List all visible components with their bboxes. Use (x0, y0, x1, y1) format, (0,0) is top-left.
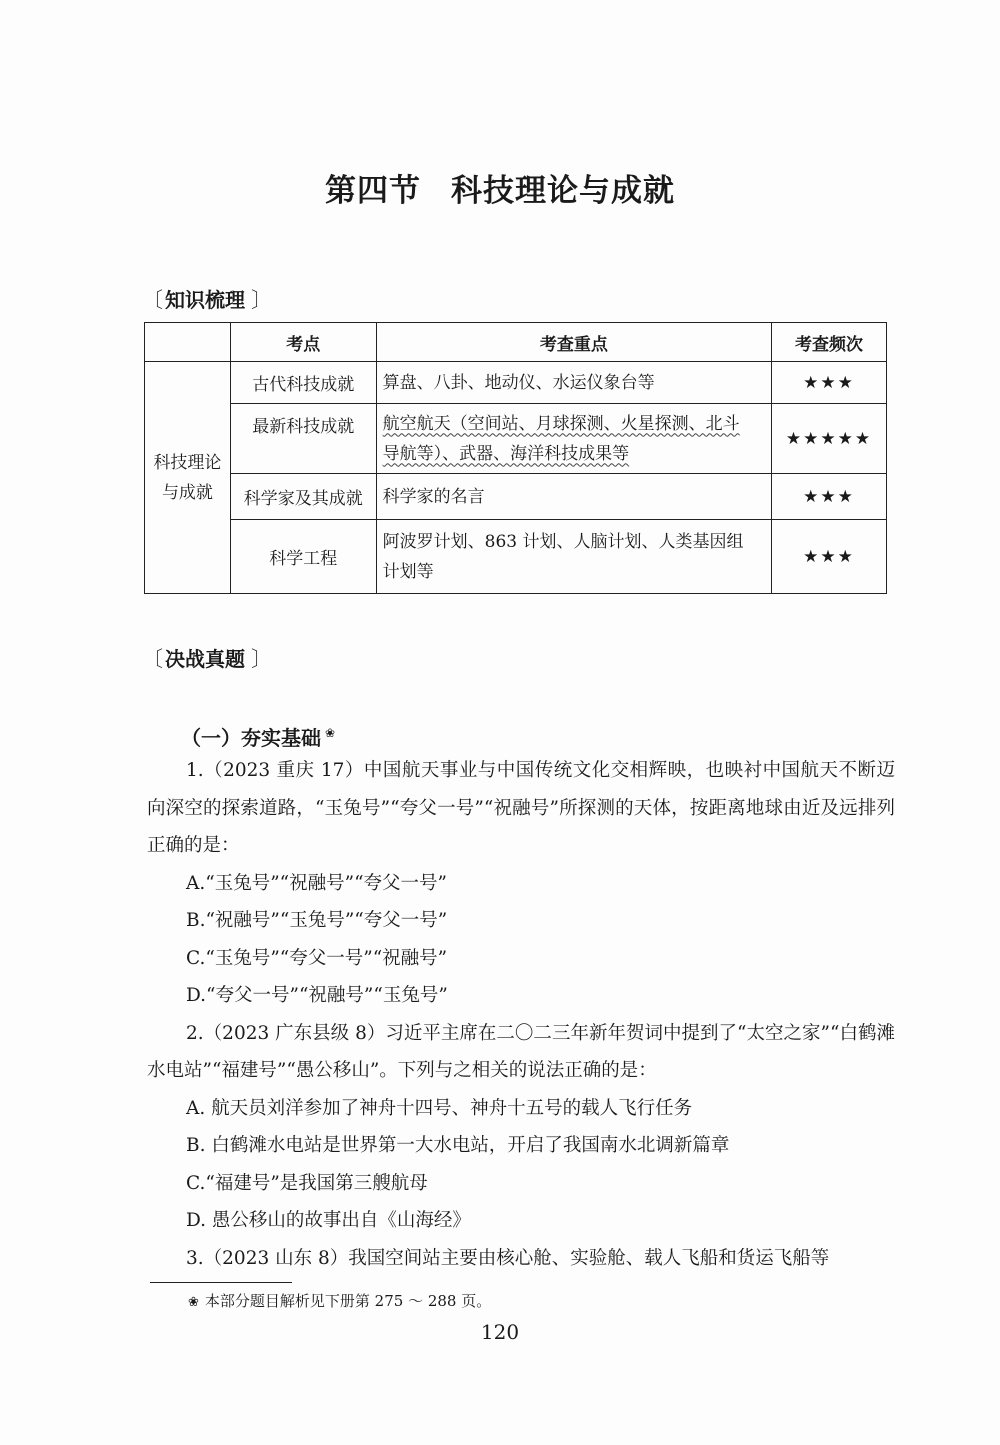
table-header-empty (145, 323, 231, 362)
table-row (145, 474, 887, 520)
question-2 (147, 1015, 895, 1240)
question-line: 球由近及远排列正确的是： (147, 797, 895, 856)
table-row (145, 362, 887, 404)
focus-line: 计划等 (382, 561, 434, 582)
focus-cell (376, 404, 771, 474)
topic-cell: 科学工程 (230, 520, 376, 594)
sub-heading (181, 722, 335, 751)
footnote (188, 1290, 491, 1311)
question-1 (147, 752, 895, 1015)
table-header-row (145, 323, 887, 362)
bracket-right: 〕 (251, 647, 272, 671)
focus-line: 航空航天（空间站、月球探测、火星探测、北斗 (382, 413, 740, 434)
focus-cell (376, 520, 771, 594)
bracket-left: 〔 (142, 288, 163, 312)
question-text (147, 752, 895, 865)
category-line: 科技理论 (153, 452, 222, 473)
table-row (145, 404, 887, 474)
table-header: 考查频次 (772, 323, 887, 362)
title-part-topic: 科技理论与成就 (451, 173, 675, 209)
focus-cell (376, 474, 771, 520)
exam-heading-text: 决战真题 (165, 647, 245, 671)
question-line: 2.（2023 广东县级 8）习近平主席在二〇二三年新年贺词中提到了“太空之 (186, 1022, 803, 1044)
table-row (145, 520, 887, 594)
question-text (147, 1015, 895, 1090)
question-line: 断迈向深空的探索道路，“玉兔号”“夸父一号”“祝融号”所探测的天体，按距离地 (147, 760, 895, 819)
exam-heading (142, 643, 272, 673)
sub-heading-text: （一）夯实基础 (181, 726, 321, 750)
option-c: C.“福建号”是我国第三艘航母 (186, 1172, 428, 1194)
topic-cell: 科学家及其成就 (230, 474, 376, 520)
option-b: B. 白鹤滩水电站是世界第一大水电站，开启了我国南水北调新篇章 (186, 1135, 730, 1156)
option-b: B.“祝融号”“玉兔号”“夸父一号” (186, 910, 448, 931)
option-a: A. 航天员刘洋参加了神舟十四号、神舟十五号的载人飞行任务 (186, 1097, 693, 1119)
frequency-stars: ★★★ (772, 362, 887, 404)
table-header: 考点 (230, 323, 376, 362)
question-line: 3.（2023 山东 8）我国空间站主要由核心舱、实验舱、载人飞船和货运飞船等 (186, 1247, 830, 1269)
focus-line: 阿波罗计划、863 计划、人脑计划、人类基因组 (382, 531, 744, 552)
flower-mark-icon: ❀ (188, 1295, 199, 1310)
topic-cell: 最新科技成就 (230, 404, 376, 474)
question-text (147, 1240, 895, 1278)
title-part-section: 第四节 (325, 173, 421, 209)
option-d: D.“夸父一号”“祝融号”“玉兔号” (186, 985, 448, 1006)
table-header: 考查重点 (376, 323, 771, 362)
frequency-stars: ★★★ (772, 474, 887, 520)
flower-mark-icon: ❀ (325, 726, 336, 741)
question-line: 家”“白鹤滩水电站”“福建号”“愚公移山”。下列与之相关的说法正确的是： (147, 1022, 895, 1081)
frequency-stars: ★★★★★ (772, 404, 887, 474)
option-c: C.“玉兔号”“夸父一号”“祝融号” (186, 947, 448, 969)
footnote-divider (150, 1282, 292, 1283)
question-line: 1.（2023 重庆 17）中国航天事业与中国传统文化交相辉映，也映衬中国航天不 (186, 760, 858, 781)
page-title (0, 165, 1000, 210)
bracket-left: 〔 (142, 647, 163, 671)
table-category-cell (145, 362, 231, 594)
footnote-text: 本部分题目解析见下册第 275 ～ 288 页。 (204, 1292, 492, 1310)
category-line: 与成就 (161, 482, 213, 503)
focus-line: 科学家的名言 (382, 486, 485, 507)
questions (147, 752, 895, 1277)
knowledge-table (144, 322, 887, 594)
focus-line: 导航等）、武器、海洋科技成果等 (382, 443, 630, 464)
topic-cell: 古代科技成就 (230, 362, 376, 404)
frequency-stars: ★★★ (772, 520, 887, 594)
focus-cell (376, 362, 771, 404)
page-number: 120 (480, 1320, 520, 1344)
focus-line: 算盘、八卦、地动仪、水运仪象台等 (382, 372, 655, 393)
option-d: D. 愚公移山的故事出自《山海经》 (186, 1210, 471, 1231)
bracket-right: 〕 (251, 288, 272, 312)
knowledge-heading (142, 284, 272, 314)
question-3 (147, 1240, 895, 1278)
option-a: A.“玉兔号”“祝融号”“夸父一号” (186, 872, 447, 894)
knowledge-heading-text: 知识梳理 (165, 288, 245, 312)
